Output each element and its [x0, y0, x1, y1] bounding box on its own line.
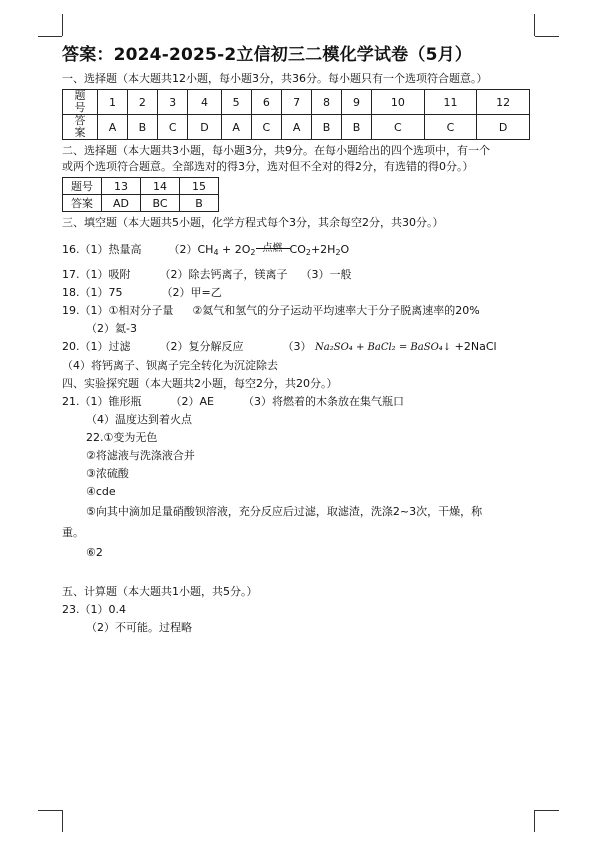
q19-part1b: ②氦气和氢气的分子运动平均速率大于分子脱离速率的20%: [192, 304, 480, 317]
crop-mark-bottom-left-h: [38, 810, 62, 811]
q6-number: 6: [251, 90, 281, 115]
q17-part3: （3）一般: [300, 268, 352, 281]
q3-number: 3: [157, 90, 187, 115]
q22-step6: ⑥2: [86, 546, 103, 559]
row-label-number: 题 号: [63, 90, 98, 115]
q7-answer: A: [282, 115, 312, 140]
q21-part4: （4）温度达到着火点: [86, 413, 192, 426]
q23-part2: （2）不可能。过程略: [86, 621, 192, 634]
crop-mark-top-left-v: [62, 14, 63, 36]
q11-number: 11: [424, 90, 477, 115]
crop-mark-bottom-right-h: [535, 810, 559, 811]
row-label-answer: 答案: [63, 195, 102, 212]
section2-heading-line2: 或两个选项符合题意。全部选对的得3分，选对但不全对的得2分，有选错的得0分。）: [62, 160, 474, 173]
q8-number: 8: [312, 90, 342, 115]
q20-part3-equation: Na₂SO₄ + BaCl₂ = BaSO₄↓: [315, 342, 452, 353]
q19-part2: （2）氦-3: [86, 322, 137, 335]
q16-part2-equation: $(2)CH_4 + 2O_2$ 点燃 $CO_2+2H_2O$: [168, 243, 350, 257]
section2-answer-row: [63, 195, 219, 212]
q12-number: 12: [477, 90, 530, 115]
q4-number: 4: [188, 90, 221, 115]
reaction-condition: 点燃: [256, 241, 290, 259]
q20-part3-label: （3）: [282, 340, 312, 353]
q22-step5: ⑤向其中滴加足量硝酸钡溶液，充分反应后过滤，取滤渣，洗涤2~3次，干燥，称: [86, 505, 483, 518]
q5-answer: A: [221, 115, 251, 140]
section1-heading: 一、选择题（本大题共12小题，每小题3分，共36分。每小题只有一个选项符合题意。）: [62, 72, 488, 85]
q19-answer-line2: [62, 320, 542, 338]
q18-part1: 18.（1）75: [62, 286, 123, 299]
section5-heading: 五、计算题（本大题共1小题，共5分。）: [62, 585, 258, 598]
q18-answer: [62, 284, 542, 302]
q20-part1: 20.（1）过滤: [62, 340, 131, 353]
q18-part2: （2）甲=乙: [161, 286, 222, 299]
q19-part1: 19.（1）①相对分子量: [62, 304, 174, 317]
q2-answer: B: [127, 115, 157, 140]
q22-step2: ②将滤液与洗涤液合并: [86, 449, 195, 462]
row-label-answer: 答 案: [63, 115, 98, 140]
q23-part1: 23.（1）0.4: [62, 603, 126, 616]
q22-step1: 22.①变为无色: [86, 431, 158, 444]
crop-mark-top-right-v: [534, 14, 535, 36]
section2-answer-table: [62, 177, 219, 212]
q13-number: 13: [102, 178, 141, 195]
q11-answer: C: [424, 115, 477, 140]
section4-heading: 四、实验探究题（本大题共2小题，每空2分，共20分。）: [62, 377, 338, 390]
section1-answer-table: [62, 89, 530, 140]
q20-part4: （4）将钙离子、钡离子完全转化为沉淀除去: [62, 359, 278, 372]
q21-part1: 21.（1）锥形瓶: [62, 395, 142, 408]
q22-step3: ③浓硫酸: [86, 467, 129, 480]
q5-number: 5: [221, 90, 251, 115]
q6-answer: C: [251, 115, 281, 140]
q20-part3-tail: +2NaCl: [451, 340, 497, 353]
q16-answer: [62, 241, 542, 262]
crop-mark-top-right-h: [535, 36, 559, 37]
q21-part3: （3）将燃着的木条放在集气瓶口: [242, 395, 404, 408]
q1-number: 1: [98, 90, 128, 115]
q2-number: 2: [127, 90, 157, 115]
q15-answer: B: [180, 195, 219, 212]
q17-part1: 17.（1）吸附: [62, 268, 131, 281]
answer-sheet: [62, 40, 542, 637]
section3-heading: 三、填空题（本大题共5小题，化学方程式每个3分，其余每空2分，共30分。）: [62, 216, 444, 229]
q3-answer: C: [157, 115, 187, 140]
q19-answer: [62, 302, 542, 320]
crop-mark-bottom-left-v: [62, 810, 63, 832]
q13-answer: AD: [102, 195, 141, 212]
q20-answer-line2: [62, 357, 542, 375]
q14-answer: BC: [141, 195, 180, 212]
section2-number-row: [63, 178, 219, 195]
q14-number: 14: [141, 178, 180, 195]
q10-answer: C: [372, 115, 425, 140]
row-label-number: 题号: [63, 178, 102, 195]
q16-part1: 16.（1）热量高: [62, 243, 142, 256]
q17-part2: （2）除去钙离子，镁离子: [159, 268, 288, 281]
q21-answer: [62, 393, 542, 411]
q7-number: 7: [282, 90, 312, 115]
q21-part2: （2）AE: [170, 395, 214, 408]
q22-step5-cont: 重。: [62, 526, 84, 539]
q17-answer: [62, 266, 542, 284]
q20-part2: （2）复分解反应: [159, 340, 244, 353]
q10-number: 10: [372, 90, 425, 115]
q20-answer: [62, 338, 542, 357]
section1-number-row: [63, 90, 530, 115]
q9-number: 9: [342, 90, 372, 115]
q8-answer: B: [312, 115, 342, 140]
section1-answer-row: [63, 115, 530, 140]
q1-answer: A: [98, 115, 128, 140]
crop-mark-top-left-h: [38, 36, 62, 37]
page-title: 答案：2024-2025-2立信初三二模化学试卷（5月）: [62, 45, 472, 65]
section2-heading-line1: 二、选择题（本大题共3小题，每小题3分，共9分。在每小题给出的四个选项中，有一个: [62, 144, 490, 157]
q15-number: 15: [180, 178, 219, 195]
q9-answer: B: [342, 115, 372, 140]
q4-answer: D: [188, 115, 221, 140]
q12-answer: D: [477, 115, 530, 140]
q21-answer-line2: [62, 411, 542, 429]
q22-step4: ④cde: [86, 485, 116, 498]
crop-mark-bottom-right-v: [534, 810, 535, 832]
